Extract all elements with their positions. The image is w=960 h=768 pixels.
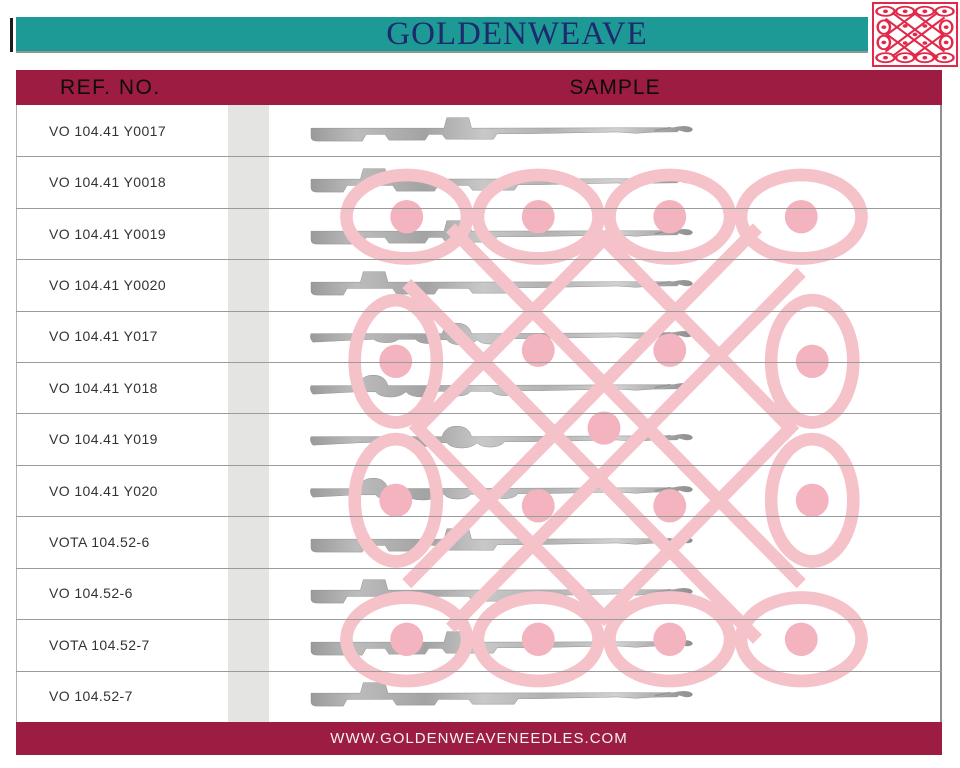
- table-row: [17, 516, 940, 567]
- needle-icon: [301, 112, 701, 150]
- table-row: [17, 208, 940, 259]
- table-row: [17, 362, 940, 413]
- ref-no-cell: VO 104.41 Y0017: [49, 122, 167, 139]
- table-row: [17, 465, 940, 516]
- ref-no-cell: VO 104.52-6: [49, 585, 133, 602]
- needle-sample-image: [301, 369, 701, 407]
- table-row: [17, 568, 940, 619]
- needle-icon: [301, 420, 701, 458]
- ref-no-cell: VO 104.41 Y019: [49, 431, 158, 448]
- needle-icon: [301, 472, 701, 510]
- table-row: [17, 105, 940, 156]
- needle-icon: [301, 317, 701, 355]
- ref-no-cell: VO 104.41 Y017: [49, 328, 158, 345]
- ref-no-cell: VO 104.41 Y018: [49, 379, 158, 396]
- needle-icon: [301, 266, 701, 304]
- needle-icon: [301, 163, 701, 201]
- ref-no-cell: VO 104.41 Y020: [49, 482, 158, 499]
- needle-sample-image: [301, 317, 701, 355]
- website-url: WWW.GOLDENWEAVENEEDLES.COM: [330, 730, 628, 747]
- needle-sample-image: [301, 420, 701, 458]
- brand-banner: [16, 17, 868, 53]
- brand-title: GOLDENWEAVE: [386, 15, 648, 52]
- needle-sample-image: [301, 112, 701, 150]
- needle-icon: [301, 215, 701, 253]
- table-header: [16, 70, 942, 105]
- needle-icon: [301, 523, 701, 561]
- table-row: [17, 156, 940, 207]
- kolam-logo-icon: [872, 2, 958, 67]
- table-row: [17, 670, 940, 721]
- table-row: [17, 311, 940, 362]
- table-body: [16, 105, 942, 722]
- footer-bar: [16, 722, 942, 755]
- table-row: [17, 619, 940, 670]
- needle-icon: [301, 626, 701, 664]
- needle-icon: [301, 369, 701, 407]
- ref-no-cell: VO 104.41 Y0018: [49, 174, 167, 191]
- needle-icon: [301, 677, 701, 715]
- ref-no-cell: VOTA 104.52-6: [49, 533, 150, 550]
- needle-sample-image: [301, 523, 701, 561]
- table-row: [17, 259, 940, 310]
- needle-sample-image: [301, 626, 701, 664]
- ref-no-cell: VO 104.41 Y0020: [49, 276, 167, 293]
- needle-sample-image: [301, 574, 701, 612]
- column-header-sample: SAMPLE: [569, 76, 661, 99]
- header-left-accent: [10, 18, 13, 52]
- needle-icon: [301, 574, 701, 612]
- ref-no-cell: VOTA 104.52-7: [49, 636, 150, 653]
- table-row: [17, 413, 940, 464]
- needle-sample-image: [301, 163, 701, 201]
- needle-sample-image: [301, 215, 701, 253]
- ref-no-cell: VO 104.41 Y0019: [49, 225, 167, 242]
- ref-no-cell: VO 104.52-7: [49, 688, 133, 705]
- needle-sample-image: [301, 266, 701, 304]
- needle-sample-image: [301, 677, 701, 715]
- column-header-ref-no: REF. NO.: [60, 76, 161, 99]
- needle-sample-image: [301, 472, 701, 510]
